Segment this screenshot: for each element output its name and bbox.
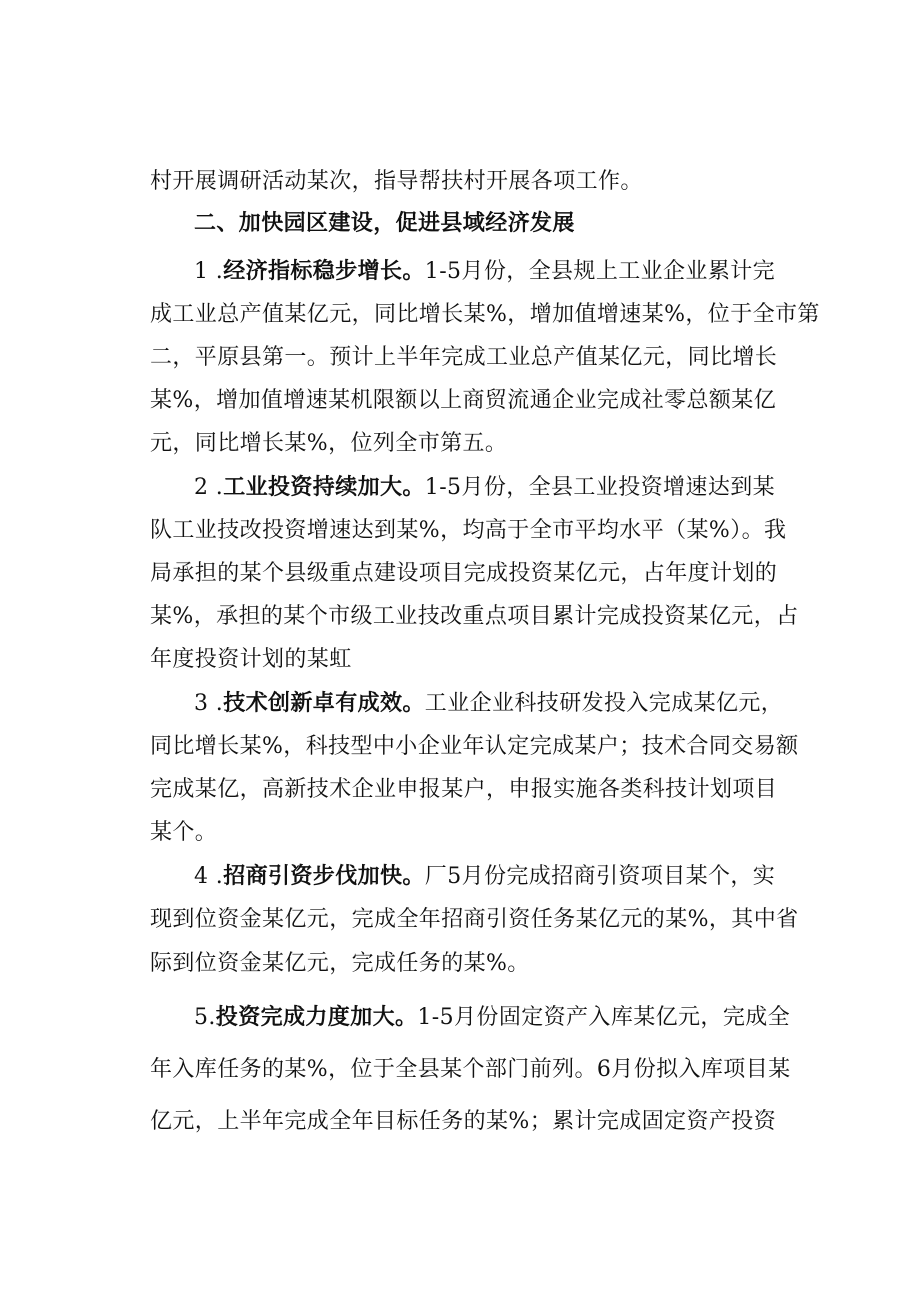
item-title: 技术创新卓有成效。: [223, 691, 425, 716]
item-text: 1-5月份，全县工业投资增速达到某: [424, 475, 776, 500]
item-number: 3 .: [194, 691, 224, 716]
item-4-line-3: 际到位资金某亿元，完成任务的某%。: [150, 951, 530, 976]
item-1-line-2: 成工业总产值某亿元，同比增长某%，增加值增速某%，位于全市第: [150, 302, 820, 327]
section-heading: 二、加快园区建设，促进县域经济发展: [194, 211, 575, 236]
intro-line: 村开展调研活动某次，指导帮扶村开展各项工作。: [150, 169, 643, 194]
item-3-first-line: [194, 690, 844, 718]
item-5-line-3: 亿元，上半年完成全年目标任务的某%；累计完成固定资产投资: [150, 1109, 777, 1134]
item-1-first-line: [194, 258, 844, 286]
item-5-first-line: [194, 1004, 844, 1032]
item-text: 1-5月份固定资产入库某亿元，完成全: [417, 1005, 791, 1030]
item-number: 2 .: [194, 475, 224, 500]
item-4-first-line: [194, 863, 844, 891]
item-3-line-4: 某个。: [150, 820, 218, 845]
item-text: 工业企业科技研发投入完成某亿元，: [424, 691, 784, 716]
item-number: 5.: [194, 1005, 216, 1030]
item-title: 工业投资持续加大。: [223, 475, 425, 500]
item-text: 厂5月份完成招商引资项目某个，实: [424, 864, 776, 889]
item-1-line-3: 二，平原县第一。预计上半年完成工业总产值某亿元，同比增长: [150, 345, 778, 370]
item-title: 投资完成力度加大。: [215, 1005, 418, 1030]
item-text: 1-5月份，全县规上工业企业累计完: [424, 259, 776, 284]
item-title: 经济指标稳步增长。: [223, 259, 425, 284]
item-2-line-5: 年度投资计划的某虹: [150, 647, 352, 672]
item-number: 1 .: [194, 259, 224, 284]
item-3-line-3: 完成某亿，高新技术企业申报某户，申报实施各类科技计划项目: [150, 777, 778, 802]
item-1-line-4: 某%，增加值增速某机限额以上商贸流通企业完成社零总额某亿: [150, 388, 777, 413]
item-number: 4 .: [194, 864, 224, 889]
item-title: 招商引资步伐加快。: [223, 864, 425, 889]
item-2-line-4: 某%，承担的某个市级工业技改重点项目累计完成投资某亿元，占: [150, 604, 799, 629]
item-2-line-2: 队工业技改投资增速达到某%，均高于全市平均水平（某%）。我: [150, 518, 787, 543]
item-2-first-line: [194, 474, 844, 502]
item-2-line-3: 局承担的某个县级重点建设项目完成投资某亿元，占年度计划的: [150, 561, 778, 586]
item-3-line-2: 同比增长某%，科技型中小企业年认定完成某户；技术合同交易额: [150, 734, 799, 759]
item-4-line-2: 现到位资金某亿元，完成全年招商引资任务某亿元的某%，其中省: [150, 907, 799, 932]
item-5-line-2: 年入库任务的某%，位于全县某个部门前列。6月份拟入库项目某: [150, 1057, 791, 1082]
item-1-line-5: 元，同比增长某%，位列全市第五。: [150, 431, 508, 456]
